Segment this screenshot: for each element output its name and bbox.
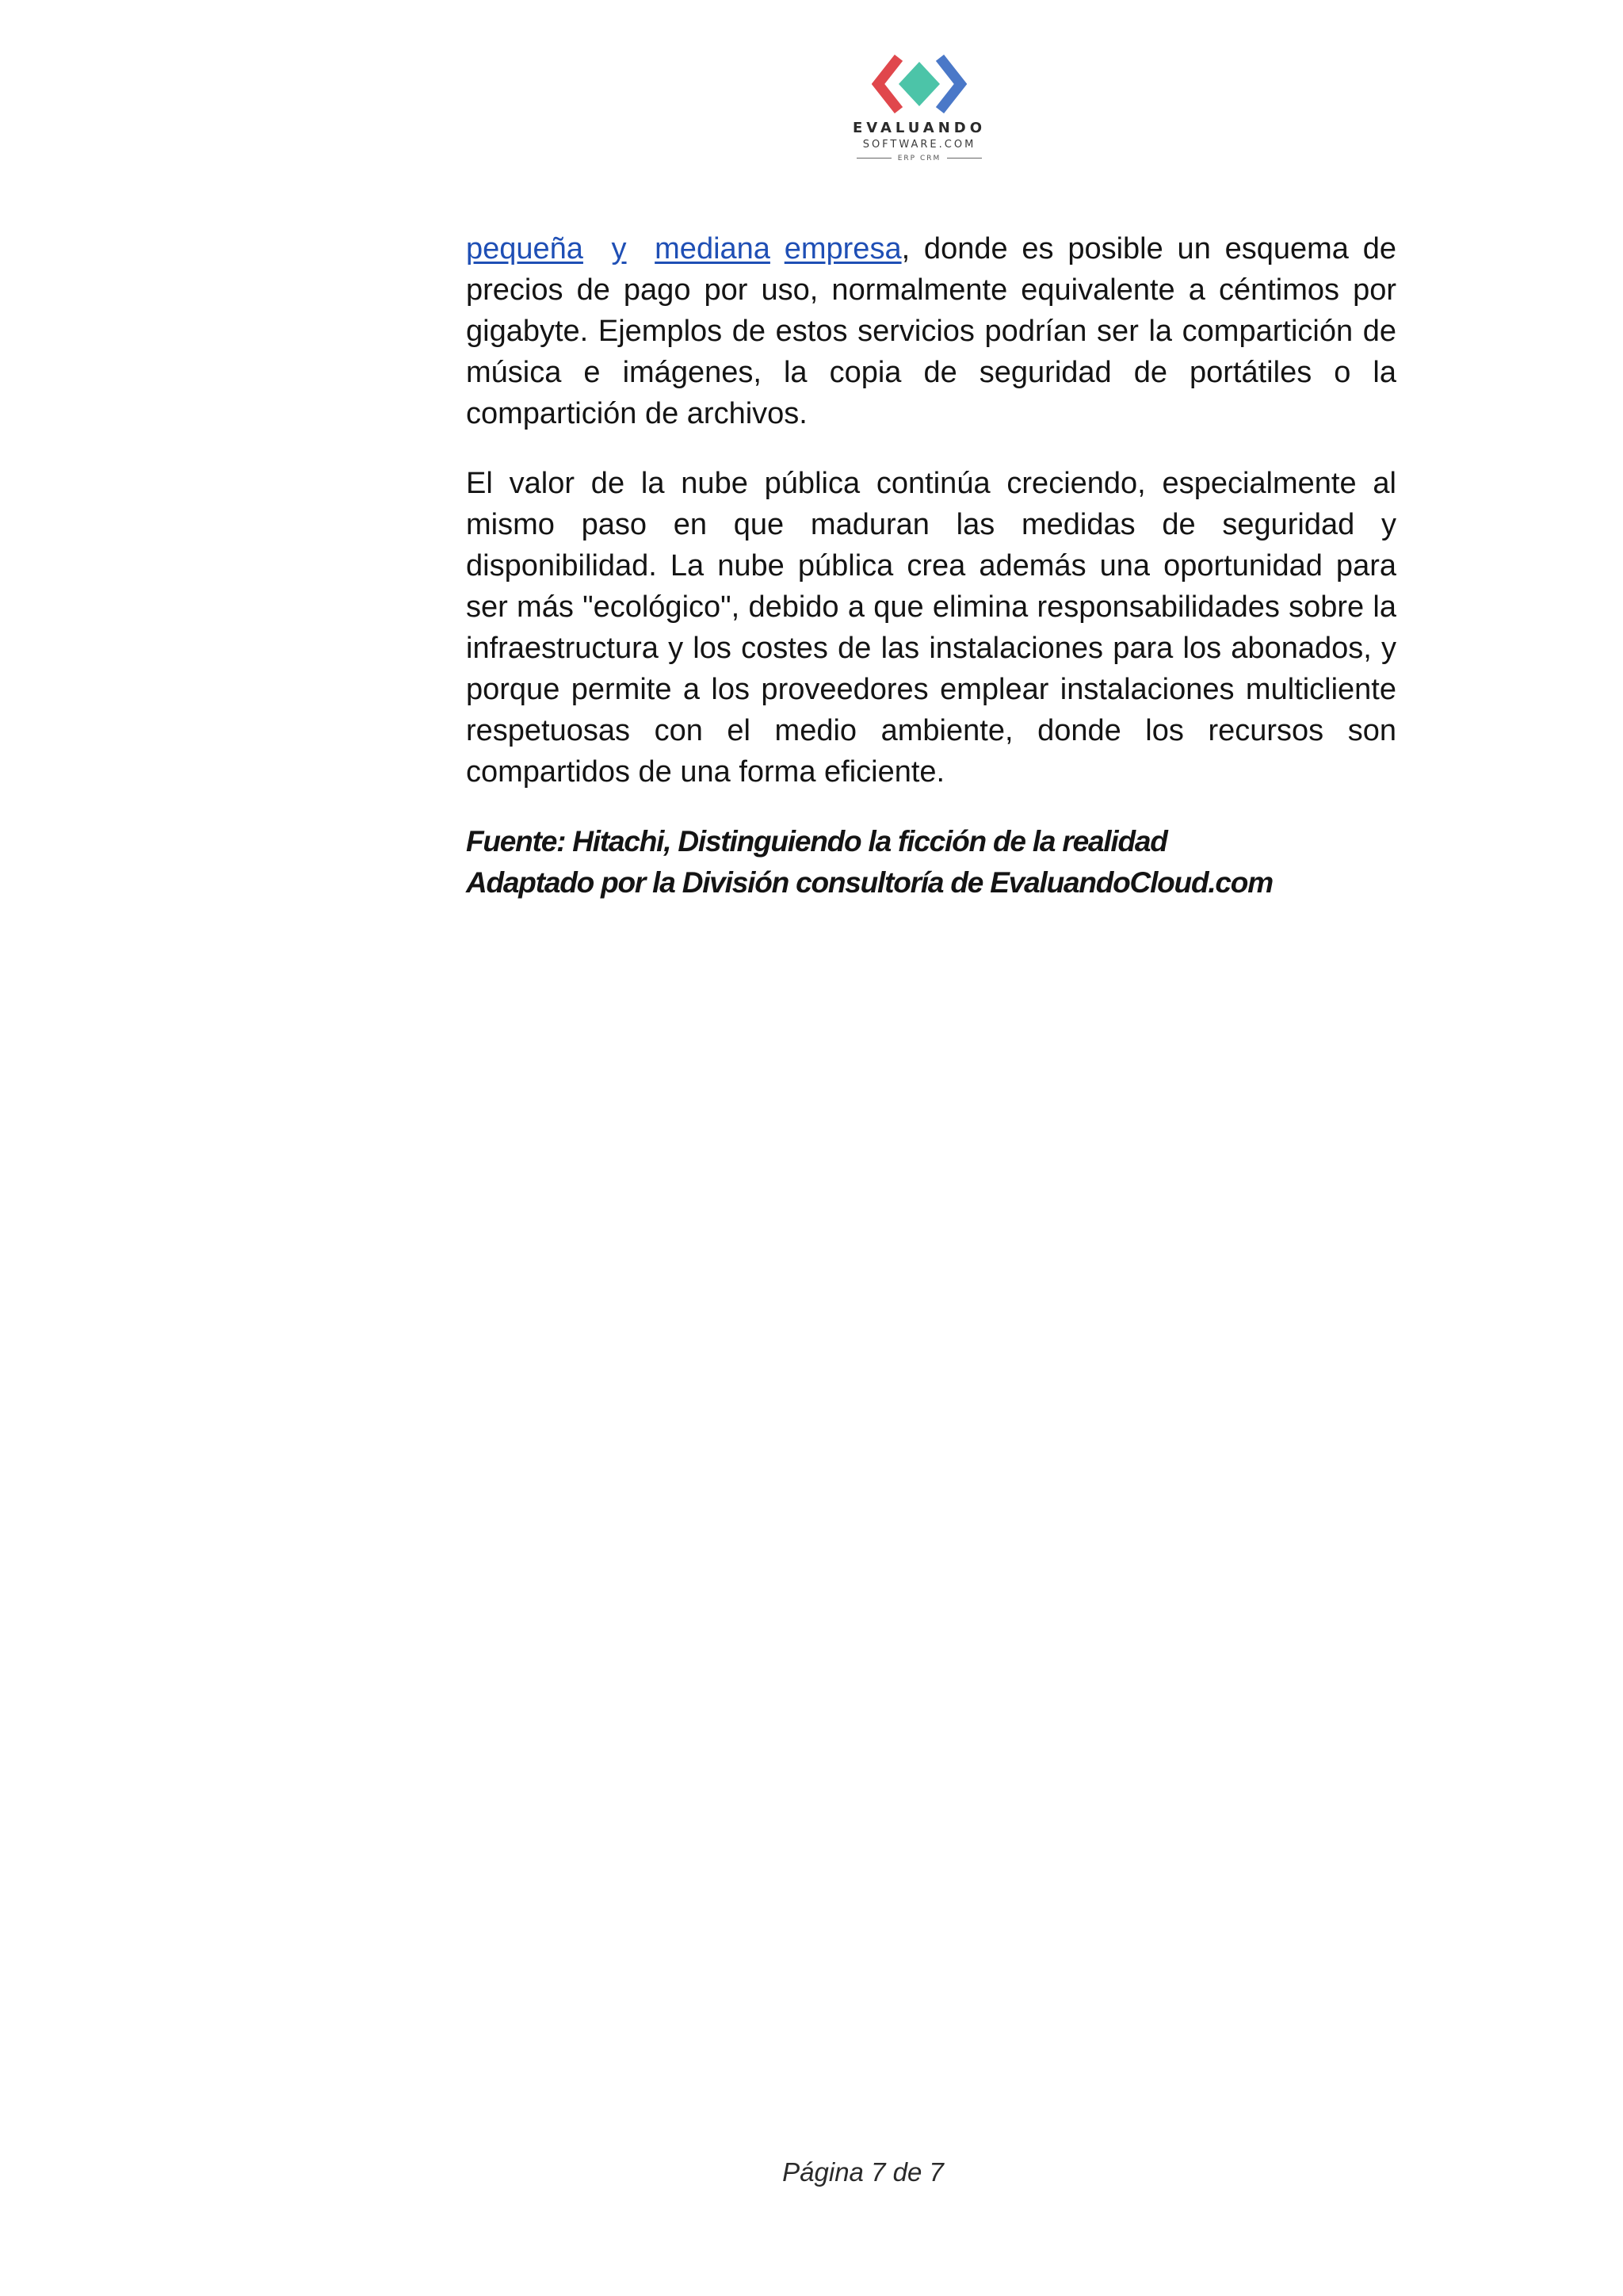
- link-y[interactable]: y: [611, 232, 627, 266]
- link-mediana[interactable]: mediana: [655, 232, 770, 266]
- logo-title: EVALUANDO: [852, 120, 987, 136]
- link-empresa[interactable]: empresa: [784, 232, 902, 266]
- paragraph-1: [466, 228, 1396, 434]
- logo-tagline: ERP CRM: [840, 155, 999, 162]
- document-body: [466, 228, 1396, 904]
- source-citation: [466, 821, 1396, 904]
- source-line-2: Adaptado por la División consultoría de EvaluandoCloud.com: [466, 866, 1273, 899]
- link-pequena[interactable]: pequeña: [466, 232, 583, 266]
- paragraph-1-text: , donde es posible un esquema de precios de pago por uso, normalmente equivalente a céntimos por gigabyte. Ejemplos de estos servicios podrían ser la compartición de música e imágenes, la copia de seguridad de portátiles o la compartición de archivos.: [466, 232, 1397, 430]
- source-line-1: Fuente: Hitachi, Distinguiendo la ficción de la realidad: [466, 825, 1167, 858]
- page-number: Página 7 de 7: [782, 2157, 944, 2187]
- evaluando-logo: [840, 54, 999, 173]
- paragraph-2: El valor de la nube pública continúa creciendo, especialmente al mismo paso en que maduran las medidas de seguridad y disponibilidad. La nube pública crea además una oportunidad para ser más "ecológico", debido a que elimina responsabilidades sobre la infraestructura y los costes de las instalaciones para los abonados, y porque permite a los proveedores emplear instalaciones multicliente respetuosas con el medio ambiente, donde los recursos son compartidos de una forma eficiente.: [466, 467, 1396, 789]
- logo-subtitle: SOFTWARE.COM: [862, 139, 976, 151]
- logo-mark-icon: [872, 54, 967, 117]
